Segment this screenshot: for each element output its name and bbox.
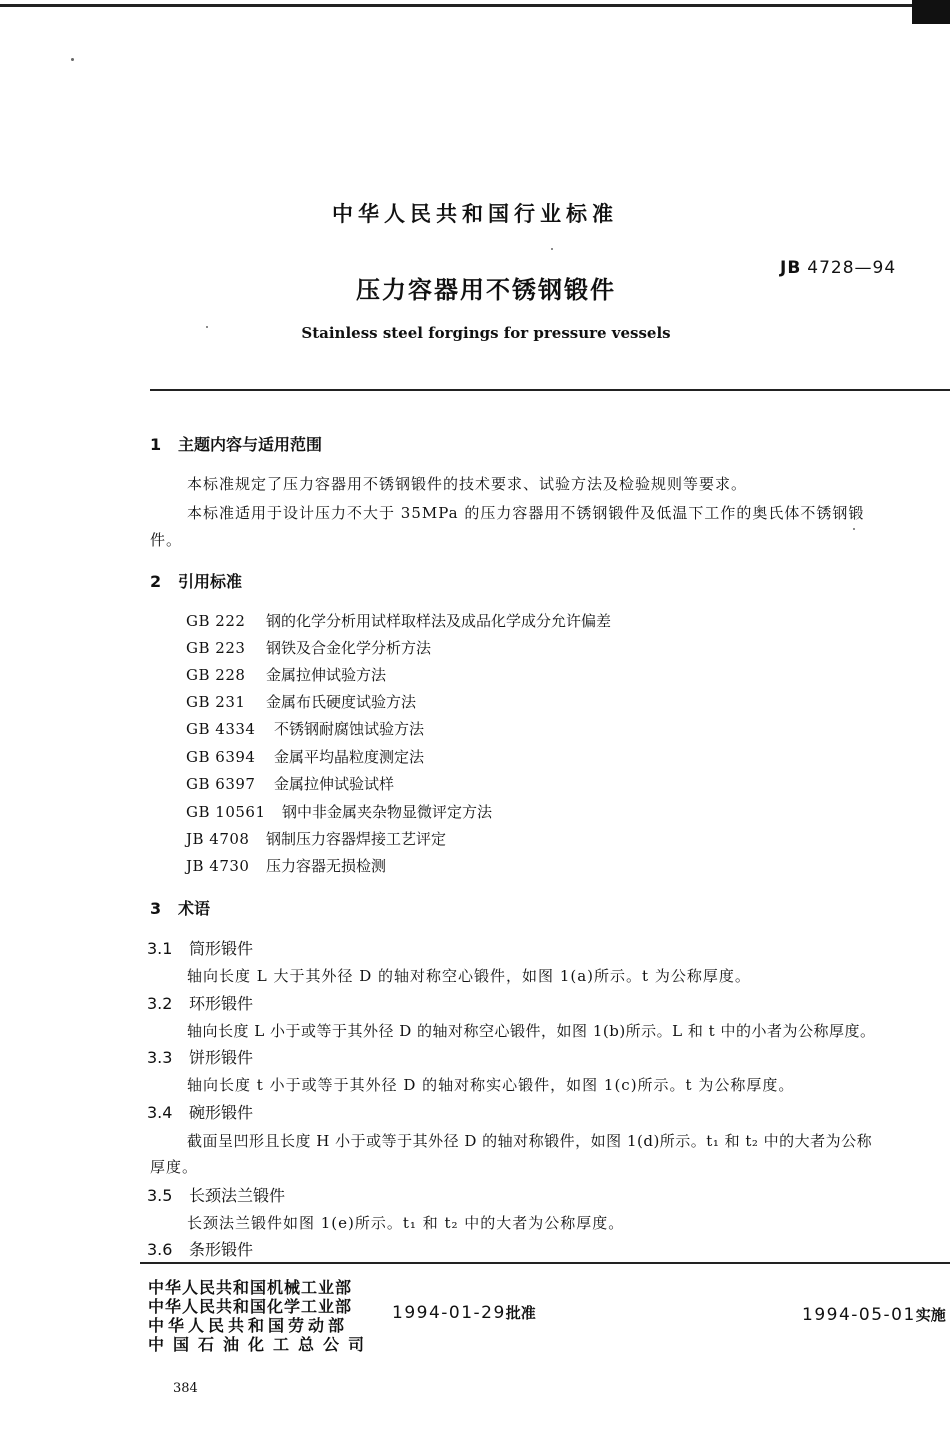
- reference-item: GB 228 金属拉伸试验方法: [186, 666, 387, 684]
- issuing-org: 中华人民共和国劳动部: [148, 1316, 349, 1335]
- term-3-1-description: 轴向长度 L 大于其外径 D 的轴对称空心锻件，如图 1(a)所示。t 为公称厚度。: [187, 967, 751, 985]
- term-3-5-heading: 3.5 长颈法兰锻件: [147, 1186, 286, 1205]
- issuing-org: 中华人民共和国化学工业部: [148, 1297, 353, 1316]
- section-1-paragraph-2: 本标准适用于设计压力不大于 35MPa 的压力容器用不锈钢锻件及低温下工作的奥氏体不锈钢锻: [187, 504, 865, 522]
- doc-prefix: JB: [780, 258, 802, 278]
- reference-item: JB 4730 压力容器无损检测: [186, 857, 387, 875]
- section-1-paragraph-2-end: 件。: [150, 531, 183, 549]
- footer-divider: [140, 1262, 950, 1264]
- term-3-3-description: 轴向长度 t 小于或等于其外径 D 的轴对称实心锻件，如图 1(c)所示。t 为公称厚度。: [187, 1076, 795, 1094]
- term-3-1-heading: 3.1 筒形锻件: [147, 939, 254, 958]
- term-3-3-heading: 3.3 饼形锻件: [147, 1048, 254, 1067]
- term-3-2-heading: 3.2 环形锻件: [147, 994, 254, 1013]
- doc-number-value: 4728—94: [807, 258, 897, 278]
- page-number: 384: [173, 1381, 198, 1396]
- term-3-6-heading: 3.6 条形锻件: [147, 1240, 254, 1259]
- reference-item: GB 10561 钢中非金属夹杂物显微评定方法: [186, 803, 493, 821]
- standard-class-title: 中华人民共和国行业标准: [332, 202, 618, 226]
- corner-mark: [912, 0, 950, 24]
- reference-item: GB 6397 金属拉伸试验试样: [186, 775, 395, 793]
- english-title: Stainless steel forgings for pressure vessels: [301, 324, 671, 342]
- scan-speck: [551, 248, 553, 250]
- term-3-5-description: 长颈法兰锻件如图 1(e)所示。t₁ 和 t₂ 中的大者为公称厚度。: [187, 1214, 625, 1232]
- scan-speck: [853, 528, 855, 530]
- scan-speck: [71, 58, 74, 61]
- reference-item: GB 231 金属布氏硬度试验方法: [186, 693, 417, 711]
- reference-item: GB 222 钢的化学分析用试样取样法及成品化学成分允许偏差: [186, 612, 612, 630]
- term-3-2-description: 轴向长度 L 小于或等于其外径 D 的轴对称空心锻件，如图 1(b)所示。L 和 t 中的小者为公称厚度。: [187, 1022, 876, 1040]
- section-1-heading: 1 主题内容与适用范围: [150, 435, 323, 454]
- reference-item: JB 4708 钢制压力容器焊接工艺评定: [186, 830, 447, 848]
- approval-date: 1994-01-29批准: [392, 1303, 536, 1323]
- scan-speck: [206, 326, 208, 328]
- page-title: 压力容器用不锈钢锻件: [356, 276, 616, 304]
- header-divider: [150, 389, 950, 391]
- effective-date: 1994-05-01实施: [802, 1305, 946, 1325]
- reference-item: GB 6394 金属平均晶粒度测定法: [186, 748, 425, 766]
- reference-item: GB 223 钢铁及合金化学分析方法: [186, 639, 432, 657]
- section-3-heading: 3 术语: [150, 899, 211, 918]
- top-edge-line: [0, 4, 950, 7]
- term-3-4-heading: 3.4 碗形锻件: [147, 1103, 254, 1122]
- section-2-heading: 2 引用标准: [150, 572, 243, 591]
- issuing-org: 中国石油化工总公司: [148, 1335, 374, 1354]
- term-3-4-description-end: 厚度。: [150, 1158, 199, 1176]
- reference-item: GB 4334 不锈钢耐腐蚀试验方法: [186, 720, 425, 738]
- term-3-4-description: 截面呈凹形且长度 H 小于或等于其外径 D 的轴对称锻件，如图 1(d)所示。t₁ 和 t₂ 中的大者为公称: [187, 1132, 873, 1150]
- issuing-org: 中华人民共和国机械工业部: [148, 1278, 353, 1297]
- section-1-paragraph-1: 本标准规定了压力容器用不锈钢锻件的技术要求、试验方法及检验规则等要求。: [187, 475, 748, 493]
